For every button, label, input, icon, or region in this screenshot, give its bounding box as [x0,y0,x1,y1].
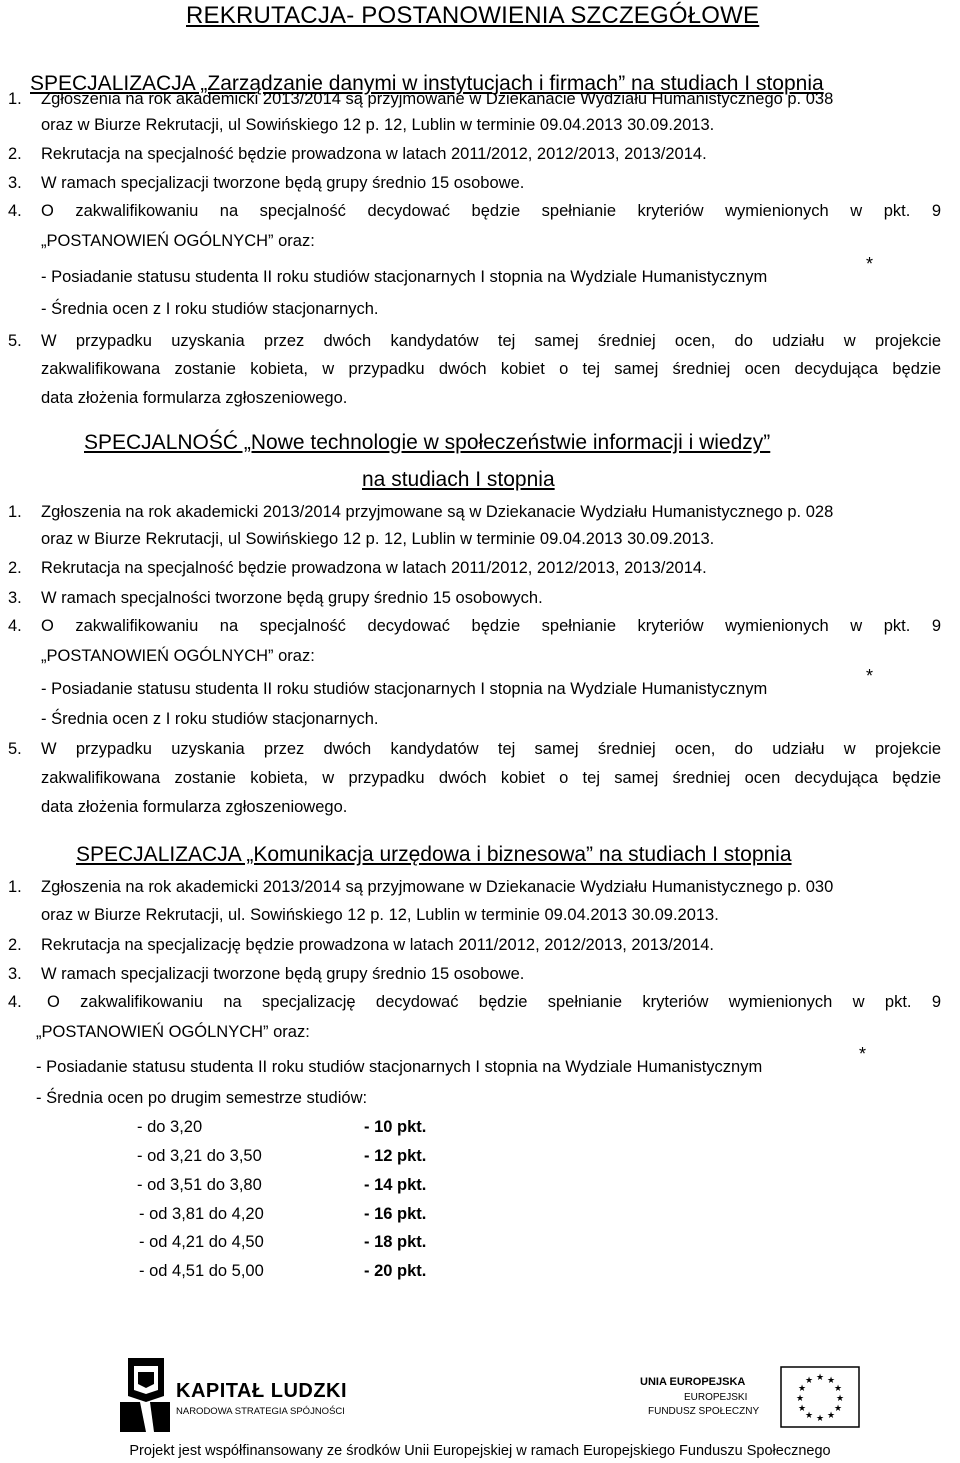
item-text: O zakwalifikowaniu na specjalizację decydować będzie spełnianie kryteriów wymienionych w pkt. 9 [47,993,941,1011]
grade-range: - od 3,51 do 3,80 [137,1176,262,1194]
item-text: oraz w Biurze Rekrutacji, ul Sowińskiego 12 p. 12, Lublin w terminie 09.04.2013 30.09.2013. [41,116,715,134]
item-text: Rekrutacja na specjalność będzie prowadzona w latach 2011/2012, 2012/2013, 2013/2014. [41,559,707,577]
section-1-heading: SPECJALIZACJA „Zarządzanie danymi w instytucjach i firmach” na studiach I stopnia [30,72,824,95]
kapital-ludzki-logo [120,1356,360,1441]
section-2-heading: SPECJALNOŚĆ „Nowe technologie w społeczeństwie informacji i wiedzy” [84,431,771,454]
item-text: „POSTANOWIEŃ OGÓLNYCH” oraz: [41,232,315,250]
svg-text:★: ★ [815,1414,825,1424]
item-text: data złożenia formularza zgłoszeniowego. [41,389,348,407]
item-text: data złożenia formularza zgłoszeniowego. [41,798,348,816]
svg-text:★: ★ [804,1376,814,1386]
grade-points: - 20 pkt. [364,1262,427,1280]
item-number: 4. [8,202,22,220]
svg-text:★: ★ [826,1376,836,1386]
svg-text:★: ★ [835,1394,845,1404]
item-text: oraz w Biurze Rekrutacji, ul Sowińskiego 12 p. 12, Lublin w terminie 09.04.2013 30.09.2013. [41,530,715,548]
grade-points: - 10 pkt. [364,1118,427,1136]
grade-range: - od 4,21 do 4,50 [139,1233,264,1251]
grade-points: - 14 pkt. [364,1176,427,1194]
criterion-text: - Posiadanie statusu studenta II roku studiów stacjonarnych I stopnia na Wydziale Humanistycznym [41,680,768,698]
item-number: 3. [8,965,22,983]
item-text: W przypadku uzyskania przez dwóch kandydatów tej samej średniej ocen, do udziału w projekcie [41,332,941,350]
item-text: W ramach specjalności tworzone będą grupy średnio 15 osobowych. [41,589,543,607]
svg-text:★: ★ [833,1404,843,1414]
kapital-ludzki-title: KAPITAŁ LUDZKI [176,1380,348,1402]
svg-text:★: ★ [797,1404,807,1414]
item-text: zakwalifikowana zostanie kobieta, w przypadku dwóch kobiet o tej samej średniej ocen decydująca będzie [41,769,941,787]
grade-range: - od 3,81 do 4,20 [139,1205,264,1223]
item-number: 4. [8,993,22,1011]
item-text: O zakwalifikowaniu na specjalność decydować będzie spełnianie kryteriów wymienionych w pkt. 9 [41,202,941,220]
grade-range: - od 4,51 do 5,00 [139,1262,264,1280]
item-number: 5. [8,740,22,758]
grade-range: - do 3,20 [137,1118,203,1136]
item-number: 2. [8,559,22,577]
item-number: 2. [8,145,22,163]
footer-note: Projekt jest współfinansowany ze środków Unii Europejskiej w ramach Europejskiego Funduszu Społecznego [129,1443,831,1459]
svg-text:★: ★ [833,1384,843,1394]
item-number: 1. [8,878,22,896]
item-text: „POSTANOWIEŃ OGÓLNYCH” oraz: [36,1023,310,1041]
item-text: Zgłoszenia na rok akademicki 2013/2014 są przyjmowane w Dziekanacie Wydziału Humanistycznego p. 038 [41,90,834,108]
item-text: zakwalifikowana zostanie kobieta, w przypadku dwóch kobiet o tej samej średniej ocen decydująca będzie [41,360,941,378]
item-text: Zgłoszenia na rok akademicki 2013/2014 są przyjmowane w Dziekanacie Wydziału Humanistycznego p. 030 [41,878,834,896]
grade-points: - 16 pkt. [364,1205,427,1223]
criterion-text: - Średnia ocen z I roku studiów stacjonarnych. [41,300,379,318]
page-title: REKRUTACJA- POSTANOWIENIA SZCZEGÓŁOWE [186,2,760,29]
item-number: 5. [8,332,22,350]
item-text: O zakwalifikowaniu na specjalność decydować będzie spełnianie kryteriów wymienionych w pkt. 9 [41,617,941,635]
item-number: 4. [8,617,22,635]
criterion-text: - Średnia ocen z I roku studiów stacjonarnych. [41,710,379,728]
footnote-star: * [866,254,874,274]
criterion-text: - Średnia ocen po drugim semestrze studiów: [36,1089,368,1107]
grade-points: - 12 pkt. [364,1147,427,1165]
svg-text:★: ★ [804,1411,814,1421]
eu-logo-line3: FUNDUSZ SPOŁECZNY [648,1406,760,1417]
item-number: 3. [8,174,22,192]
section-3-heading: SPECJALIZACJA „Komunikacja urzędowa i biznesowa” na studiach I stopnia [76,843,792,866]
item-text: Rekrutacja na specjalność będzie prowadzona w latach 2011/2012, 2012/2013, 2013/2014. [41,145,707,163]
eu-logo-line2: EUROPEJSKI [684,1392,748,1403]
section-2-heading-line2: na studiach I stopnia [362,468,555,491]
item-text: Rekrutacja na specjalizację będzie prowadzona w latach 2011/2012, 2012/2013, 2013/2014. [41,936,715,954]
svg-text:★: ★ [815,1373,825,1383]
grade-points: - 18 pkt. [364,1233,427,1251]
criterion-text: - Posiadanie statusu studenta II roku studiów stacjonarnych I stopnia na Wydziale Humanistycznym [36,1058,763,1076]
item-text: oraz w Biurze Rekrutacji, ul. Sowińskiego 12 p. 12, Lublin w terminie 09.04.2013 30.09.2013. [41,906,719,924]
item-text: W przypadku uzyskania przez dwóch kandydatów tej samej średniej ocen, do udziału w projekcie [41,740,941,758]
svg-text:★: ★ [795,1394,805,1404]
item-number: 2. [8,936,22,954]
item-number: 1. [8,503,22,521]
grade-range: - od 3,21 do 3,50 [137,1147,262,1165]
footnote-star: * [859,1044,867,1064]
item-text: W ramach specjalizacji tworzone będą grupy średnio 15 osobowe. [41,174,525,192]
footnote-star: * [866,666,874,686]
kapital-ludzki-subtitle: NARODOWA STRATEGIA SPÓJNOŚCI [176,1406,345,1417]
item-text: W ramach specjalizacji tworzone będą grupy średnio 15 osobowe. [41,965,525,983]
item-number: 1. [8,90,22,108]
svg-text:★: ★ [797,1384,807,1394]
criterion-text: - Posiadanie statusu studenta II roku studiów stacjonarnych I stopnia na Wydziale Humanistycznym [41,268,768,286]
eu-logo-line1: UNIA EUROPEJSKA [640,1376,746,1388]
item-number: 3. [8,589,22,607]
item-text: „POSTANOWIEŃ OGÓLNYCH” oraz: [41,647,315,665]
svg-text:★: ★ [826,1411,836,1421]
eu-flag-icon [780,1366,860,1428]
item-text: Zgłoszenia na rok akademicki 2013/2014 przyjmowane są w Dziekanacie Wydziału Humanistycznego p. 028 [41,503,834,521]
